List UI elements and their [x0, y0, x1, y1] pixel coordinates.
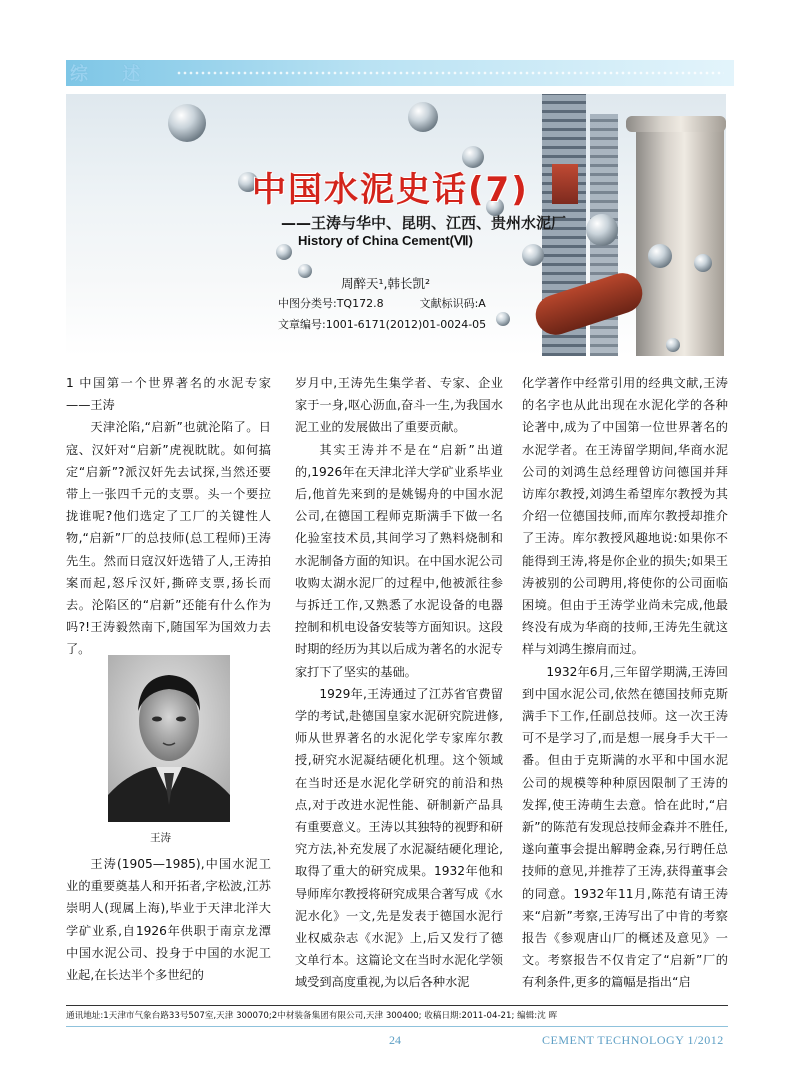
paragraph: 其实王涛并不是在“启新”出道的,1926年在天津北洋大学矿业系毕业后,他首先来到的是姚锡舟的中国水泥公司,在德国工程师克斯满手下做一名化验室技术员,其间学习了熟料烧制和水泥制备方面的知识。在中国水泥公司收购太湖水泥厂的过程中,他被派往参与拆迁工作,又熟悉了水泥设备的电器控制和机电设备安装等方面知识。这段时期的经历为其以后成为著名的水泥专家打下了坚实的基础。 [295, 442, 503, 679]
article-number: 文章编号:1001-6171(2012)01-0024-05 [278, 318, 487, 331]
classification-number: 中图分类号:TQ172.8 [278, 297, 384, 310]
classification-line [278, 295, 486, 311]
paragraph: 天津沦陷,“启新”也就沦陷了。日寇、汉奸对“启新”虎视眈眈。如何搞定“启新”?派汉奸先去试探,当然还要带上一张四千元的支票。头一个要拉拢谁呢?他们选定了工厂的关键性人物,“启新”厂的总技师(总工程师)王涛先生。然而日寇汉奸选错了人,王涛拍案而起,怒斥汉奸,撕碎支票,扬长而去。沦陷区的“启新”还能有什么作为吗?!王涛毅然南下,随国军为国效力去了。 [66, 420, 271, 657]
page-number: 24 [389, 1033, 401, 1047]
article-subtitle: ——王涛与华中、昆明、江西、贵州水泥厂 [281, 214, 567, 232]
document-code: 文献标识码:A [419, 297, 486, 310]
footer-note: 通讯地址:1天津市气象台路33号507室,天津 300070;2中材装备集团有限公司,天津 300400; 收稿日期:2011-04-21; 编辑:沈 晖 [66, 1011, 558, 1021]
section-header-bar [66, 60, 734, 86]
section-heading: 1 中国第一个世界著名的水泥专家——王涛 [66, 376, 271, 413]
paragraph: 1932年6月,三年留学期满,王涛回到中国水泥公司,依然在德国技师克斯满手下工作,任副总技师。这一次王涛可不是学习了,而是想一展身手大干一番。但由于克斯满的水平和中国水泥公司的规模等种种原因限制了王涛的发挥,使王涛萌生去意。恰在此时,“启新”的陈范有发现总技师金森并不胜任,遂向董事会提出解聘金森,另行聘任总技师的意见,并推荐了王涛,获得董事会的同意。1932年11月,陈范有请王涛来“启新”考察,王涛写出了中肯的考察报告《参观唐山厂的概述及意见》一文。考察报告不仅肯定了“启新”厂的有利条件,更多的篇幅是指出“启 [522, 664, 728, 990]
article-subtitle-english: History of China Cement(Ⅶ) [298, 233, 473, 248]
article-title: 中国水泥史话(7) [252, 170, 529, 210]
portrait-photo [108, 655, 230, 822]
paragraph: 1929年,王涛通过了江苏省官费留学的考试,赴德国皇家水泥研究院进修,师从世界著名的水泥化学专家库尔教授,研究水泥凝结硬化机理。这个领域在当时还是水泥化学研究的前沿和热点,对于改进水泥性能、研制新产品具有重要意义。王涛以其独特的视野和研究方法,补充发展了水泥凝结硬化理论,取得了重大的研究成果。1932年他和导师库尔教授将研究成果合著写成《水泥水化》一文,先是发表于德国水泥行业权威杂志《水泥》上,后又发行了德文单行本。这篇论文在当时水泥化学领域受到高度重视,为以后各种水泥 [295, 686, 503, 990]
paragraph: 王涛(1905—1985),中国水泥工业的重要奠基人和开拓者,字松波,江苏崇明人(现属上海),毕业于天津北洋大学矿业系,自1926年供职于南京龙潭中国水泥公司、投身于中国的水泥工业起,在长达半个多世纪的 [66, 857, 271, 983]
column-1-continued [66, 853, 271, 986]
paragraph: 岁月中,王涛先生集学者、专家、企业家于一身,呕心沥血,奋斗一生,为我国水泥工业的发展做出了重要贡献。 [295, 376, 503, 435]
journal-name: CEMENT TECHNOLOGY 1/2012 [542, 1033, 724, 1047]
column-3 [522, 372, 728, 994]
footer-divider [66, 1005, 728, 1006]
column-2 [295, 372, 503, 994]
authors: 周醉天¹,韩长凯² [341, 276, 430, 291]
footer-divider-blue [66, 1026, 728, 1027]
photo-caption: 王涛 [150, 832, 171, 844]
paragraph: 化学著作中经常引用的经典文献,王涛的名字也从此出现在水泥化学的各种论著中,成为了中国第一位世界著名的水泥学者。在王涛留学期间,华商水泥公司的刘鸿生总经理曾访问德国并拜访库尔教授,刘鸿生希望库尔教授为其介绍一位德国技师,而库尔教授却推介了王涛。库尔教授风趣地说:如果你不能得到王涛,将是你企业的损失;如果王涛被别的公司聘用,将使你的公司面临困境。但由于王涛学业尚未完成,他最终没有成为华商的技师,王涛先生就这样与刘鸿生擦肩而过。 [522, 376, 728, 657]
column-1 [66, 372, 271, 661]
section-label: 综 述 [70, 64, 155, 85]
